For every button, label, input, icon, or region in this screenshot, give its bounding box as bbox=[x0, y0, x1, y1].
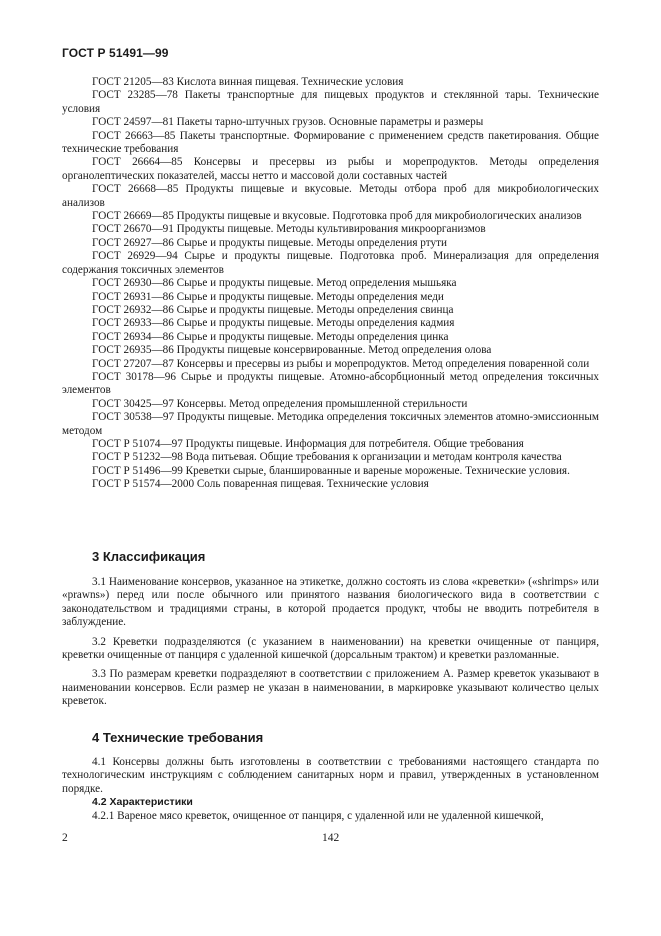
reference-item: ГОСТ 26664—85 Консервы и пресервы из рыбы и морепродуктов. Методы определения органолептических показателей, массы нетто и массовой доли составных частей bbox=[62, 156, 599, 182]
reference-item: ГОСТ 26934—86 Сырье и продукты пищевые. Методы определения цинка bbox=[92, 330, 449, 343]
paragraph-4-1: 4.1 Консервы должны быть изготовлены в соответствии с требованиями настоящего стандарта по технологическим инструкциям с соблюдением санитарных норм и правил, утвержденных в установленном порядке. bbox=[62, 756, 599, 795]
section-4-body bbox=[62, 756, 599, 823]
reference-item: ГОСТ 26935—86 Продукты пищевые консервированные. Метод определения олова bbox=[92, 344, 492, 357]
paragraph-3-3: 3.3 По размерам креветки подразделяют в соответствии с приложением А. Размер креветок указывают в наименовании консервов. Если размер не указан в наименовании, в маркировке указывают количество целых креветок. bbox=[62, 668, 599, 708]
section-3-body bbox=[62, 576, 599, 709]
reference-item: ГОСТ Р 51496—99 Креветки сырые, бланшированные и вареные мороженые. Технические условия. bbox=[92, 464, 570, 477]
section-4-title: 4 Технические требования bbox=[92, 730, 264, 745]
reference-item: ГОСТ 26933—86 Сырье и продукты пищевые. Методы определения кадмия bbox=[92, 317, 455, 330]
reference-item: ГОСТ 24597—81 Пакеты тарно-штучных грузов. Основные параметры и размеры bbox=[92, 116, 484, 129]
reference-item: ГОСТ 26663—85 Пакеты транспортные. Формирование с применением средств пакетирования. Общие технические требования bbox=[62, 129, 599, 156]
document-header: ГОСТ Р 51491—99 bbox=[62, 46, 169, 60]
reference-item: ГОСТ 30178—96 Сырье и продукты пищевые. Атомно-абсорбционный метод определения токсичных элементов bbox=[62, 370, 599, 397]
reference-item: ГОСТ 30538—97 Продукты пищевые. Методика определения токсичных элементов атомно-эмиссионным методом bbox=[62, 411, 599, 437]
reference-item: ГОСТ 26669—85 Продукты пищевые и вкусовые. Подготовка проб для микробиологических анализов bbox=[92, 210, 582, 223]
reference-item: ГОСТ 26927—86 Сырье и продукты пищевые. Методы определения ртути bbox=[92, 236, 447, 249]
paragraph-3-2: 3.2 Креветки подразделяются (с указанием в наименовании) на креветки очищенные от панциря, креветки очищенные от панциря с удаленной кишечкой (дорсальным трактом) и креветки разломанные. bbox=[62, 635, 599, 662]
normative-references-list bbox=[62, 76, 599, 492]
reference-item: ГОСТ 26931—86 Сырье и продукты пищевые. Методы определения меди bbox=[92, 290, 444, 303]
page-number-center: 142 bbox=[322, 832, 340, 844]
page-number-left: 2 bbox=[62, 832, 68, 844]
reference-item: ГОСТ 26668—85 Продукты пищевые и вкусовые. Методы отбора проб для микробиологических анализов bbox=[62, 183, 599, 209]
reference-item: ГОСТ 21205—83 Кислота винная пищевая. Технические условия bbox=[92, 76, 404, 88]
reference-item: ГОСТ Р 51232—98 Вода питьевая. Общие требования к организации и методам контроля качества bbox=[92, 451, 562, 464]
section-3-title: 3 Классификация bbox=[92, 549, 206, 564]
reference-item: ГОСТ 26670—91 Продукты пищевые. Методы культивирования микроорганизмов bbox=[92, 223, 486, 236]
reference-item: ГОСТ 27207—87 Консервы и пресервы из рыбы и морепродуктов. Метод определения поваренной соли bbox=[92, 357, 590, 370]
reference-item: ГОСТ 26932—86 Сырье и продукты пищевые. Методы определения свинца bbox=[92, 303, 454, 316]
paragraph-3-1: 3.1 Наименование консервов, указанное на этикетке, должно состоять из слова «креветки» («shrimps» или «prawns») перед или после обычного или принятого названия биологического вида в соответствии с законодательством и традициями страны, в которой продается продукт, чтобы не вводить потребителя в заблуждение. bbox=[62, 576, 599, 629]
subheading-4-2: 4.2 Характеристики bbox=[92, 796, 193, 809]
reference-item: ГОСТ Р 51074—97 Продукты пищевые. Информация для потребителя. Общие требования bbox=[92, 437, 524, 450]
paragraph-4-2-1: 4.2.1 Вареное мясо креветок, очищенное от панциря, с удаленной или не удаленной кишечкой, bbox=[92, 809, 544, 822]
reference-item: ГОСТ Р 51574—2000 Соль поваренная пищевая. Технические условия bbox=[92, 478, 429, 491]
reference-item: ГОСТ 23285—78 Пакеты транспортные для пищевых продуктов и стеклянной тары. Технические условия bbox=[62, 89, 599, 115]
reference-item: ГОСТ 26930—86 Сырье и продукты пищевые. Метод определения мышьяка bbox=[92, 277, 457, 290]
reference-item: ГОСТ 26929—94 Сырье и продукты пищевые. Подготовка проб. Минерализация для определения содержания токсичных элементов bbox=[62, 250, 599, 276]
reference-item: ГОСТ 30425—97 Консервы. Метод определения промышленной стерильности bbox=[92, 397, 468, 410]
